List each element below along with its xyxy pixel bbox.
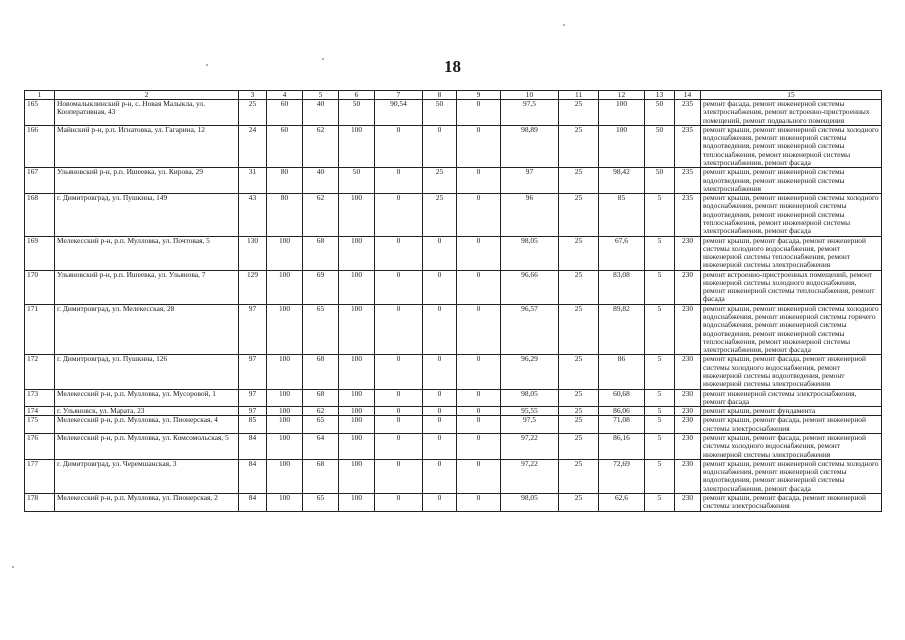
repair-priority-table (24, 90, 882, 512)
table-body (25, 100, 882, 512)
column-header: 8 (423, 91, 457, 100)
value-cell: 129 (239, 270, 267, 304)
value-cell: 5 (645, 389, 675, 407)
value-cell: 0 (457, 270, 501, 304)
row-number-cell: 178 (25, 493, 55, 511)
value-cell: 97,5 (501, 100, 559, 126)
row-number-cell: 177 (25, 459, 55, 493)
value-cell: 96,29 (501, 355, 559, 389)
table-row (25, 125, 882, 167)
value-cell: 84 (239, 493, 267, 511)
value-cell: 100 (339, 459, 375, 493)
works-cell: ремонт крыши, ремонт инженерной системы холодного водоснабжения, ремонт инженерной системы водоотведения, ремонт инженерной системы теплоснабжения, ремонт инженерной системы электроснабжения, ремонт фасада (701, 125, 882, 167)
address-cell: Ульяновский р-н, р.п. Ишеевка, ул. Кирова, 29 (55, 168, 239, 194)
value-cell: 100 (267, 355, 303, 389)
value-cell: 100 (339, 416, 375, 434)
value-cell: 5 (645, 459, 675, 493)
value-cell: 62 (303, 407, 339, 416)
row-number-cell: 168 (25, 194, 55, 236)
value-cell: 230 (675, 304, 701, 355)
page-number: 18 (444, 57, 461, 76)
value-cell: 50 (339, 100, 375, 126)
value-cell: 230 (675, 433, 701, 459)
value-cell: 90,54 (375, 100, 423, 126)
value-cell: 65 (303, 416, 339, 434)
column-header: 14 (675, 91, 701, 100)
value-cell: 5 (645, 236, 675, 270)
value-cell: 100 (267, 407, 303, 416)
column-header: 4 (267, 91, 303, 100)
table-row (25, 304, 882, 355)
column-header: 10 (501, 91, 559, 100)
value-cell: 0 (375, 407, 423, 416)
value-cell: 86,06 (599, 407, 645, 416)
value-cell: 25 (559, 304, 599, 355)
works-cell: ремонт крыши, ремонт фундамента (701, 407, 882, 416)
value-cell: 100 (599, 125, 645, 167)
row-number-cell: 165 (25, 100, 55, 126)
value-cell: 98,42 (599, 168, 645, 194)
table-row (25, 236, 882, 270)
value-cell: 0 (423, 433, 457, 459)
row-number-cell: 169 (25, 236, 55, 270)
value-cell: 31 (239, 168, 267, 194)
value-cell: 100 (267, 433, 303, 459)
value-cell: 235 (675, 125, 701, 167)
value-cell: 0 (375, 459, 423, 493)
table-row (25, 355, 882, 389)
row-number-cell: 166 (25, 125, 55, 167)
value-cell: 100 (339, 270, 375, 304)
value-cell: 0 (423, 416, 457, 434)
value-cell: 97 (501, 168, 559, 194)
value-cell: 25 (239, 100, 267, 126)
value-cell: 25 (559, 355, 599, 389)
row-number-cell: 170 (25, 270, 55, 304)
value-cell: 85 (599, 194, 645, 236)
works-cell: ремонт инженерной системы электроснабжения, ремонт фасада (701, 389, 882, 407)
table-row (25, 168, 882, 194)
value-cell: 0 (457, 194, 501, 236)
column-header: 3 (239, 91, 267, 100)
table-row (25, 270, 882, 304)
value-cell: 5 (645, 194, 675, 236)
address-cell: г. Ульяновск, ул. Марата, 23 (55, 407, 239, 416)
works-cell: ремонт крыши, ремонт фасада, ремонт инженерной системы холодного водоснабжения, ремонт инженерной системы теплоснабжения, ремонт инженерной системы электроснабжения (701, 236, 882, 270)
works-cell: ремонт крыши, ремонт фасада, ремонт инженерной системы холодного водоснабжения, ремонт инженерной системы водоотведения, ремонт инженерной системы электроснабжения (701, 355, 882, 389)
table-row (25, 433, 882, 459)
value-cell: 69 (303, 270, 339, 304)
value-cell: 50 (645, 168, 675, 194)
column-header: 15 (701, 91, 882, 100)
value-cell: 230 (675, 493, 701, 511)
value-cell: 0 (375, 194, 423, 236)
value-cell: 0 (457, 433, 501, 459)
works-cell: ремонт крыши, ремонт инженерной системы холодного водоснабжения, ремонт инженерной системы водоотведения, ремонт инженерной системы теплоснабжения, ремонт инженерной системы электроснабжения, ремонт фасада (701, 194, 882, 236)
column-header: 6 (339, 91, 375, 100)
value-cell: 0 (457, 236, 501, 270)
value-cell: 100 (267, 459, 303, 493)
address-cell: Мелекесский р-н, р.п. Мулловка, ул. Почтовая, 5 (55, 236, 239, 270)
value-cell: 100 (339, 194, 375, 236)
value-cell: 60 (267, 125, 303, 167)
value-cell: 100 (267, 270, 303, 304)
address-cell: Новомалыклинский р-н, с. Новая Малыкла, ул. Кооперативная, 43 (55, 100, 239, 126)
scan-speck (206, 64, 208, 66)
value-cell: 68 (303, 236, 339, 270)
value-cell: 84 (239, 459, 267, 493)
row-number-cell: 171 (25, 304, 55, 355)
value-cell: 65 (303, 304, 339, 355)
value-cell: 68 (303, 389, 339, 407)
value-cell: 25 (559, 270, 599, 304)
value-cell: 100 (267, 493, 303, 511)
value-cell: 5 (645, 416, 675, 434)
value-cell: 25 (559, 433, 599, 459)
value-cell: 68 (303, 459, 339, 493)
value-cell: 43 (239, 194, 267, 236)
value-cell: 100 (267, 416, 303, 434)
value-cell: 62 (303, 125, 339, 167)
value-cell: 100 (339, 355, 375, 389)
scan-speck (563, 24, 565, 26)
value-cell: 230 (675, 270, 701, 304)
scan-speck (322, 58, 324, 60)
value-cell: 100 (599, 100, 645, 126)
value-cell: 5 (645, 270, 675, 304)
column-header: 11 (559, 91, 599, 100)
works-cell: ремонт крыши, ремонт инженерной системы холодного водоснабжения, ремонт инженерной системы водоотведения, ремонт инженерной системы электроснабжения, ремонт фасада (701, 459, 882, 493)
value-cell: 100 (267, 389, 303, 407)
value-cell: 0 (457, 416, 501, 434)
address-cell: Ульяновский р-н, р.п. Ишеевка, ул. Ульянова, 7 (55, 270, 239, 304)
value-cell: 25 (559, 125, 599, 167)
value-cell: 80 (267, 168, 303, 194)
value-cell: 0 (375, 236, 423, 270)
value-cell: 65 (303, 493, 339, 511)
table-row (25, 194, 882, 236)
value-cell: 0 (375, 416, 423, 434)
value-cell: 97,22 (501, 433, 559, 459)
value-cell: 0 (375, 304, 423, 355)
value-cell: 100 (339, 125, 375, 167)
row-number-cell: 174 (25, 407, 55, 416)
works-cell: ремонт крыши, ремонт инженерной системы холодного водоснабжения, ремонт инженерной системы горячего водоснабжения, ремонт инженерной системы водоотведения, ремонт инженерной системы теплоснабжения, ремонт инженерной системы электроснабжения, ремонт фасада (701, 304, 882, 355)
value-cell: 24 (239, 125, 267, 167)
value-cell: 0 (423, 270, 457, 304)
address-cell: г. Димитровград, ул. Мелекесская, 28 (55, 304, 239, 355)
address-cell: Майнский р-н, р.п. Игнатовка, ул. Гагарина, 12 (55, 125, 239, 167)
value-cell: 0 (423, 407, 457, 416)
value-cell: 50 (645, 125, 675, 167)
value-cell: 5 (645, 355, 675, 389)
value-cell: 62,6 (599, 493, 645, 511)
value-cell: 0 (457, 389, 501, 407)
value-cell: 25 (559, 416, 599, 434)
value-cell: 98,05 (501, 236, 559, 270)
address-cell: Мелекесский р-н, р.п. Мулловка, ул. Пионерская, 2 (55, 493, 239, 511)
value-cell: 25 (559, 493, 599, 511)
value-cell: 25 (559, 168, 599, 194)
value-cell: 97,5 (501, 416, 559, 434)
value-cell: 25 (559, 389, 599, 407)
value-cell: 230 (675, 389, 701, 407)
value-cell: 100 (267, 304, 303, 355)
address-cell: г. Димитровград, ул. Пушкина, 149 (55, 194, 239, 236)
value-cell: 97 (239, 389, 267, 407)
value-cell: 60 (267, 100, 303, 126)
value-cell: 95,55 (501, 407, 559, 416)
value-cell: 100 (339, 493, 375, 511)
value-cell: 86 (599, 355, 645, 389)
column-header: 13 (645, 91, 675, 100)
value-cell: 230 (675, 407, 701, 416)
value-cell: 0 (423, 236, 457, 270)
scan-speck (12, 566, 14, 568)
value-cell: 84 (239, 433, 267, 459)
value-cell: 50 (339, 168, 375, 194)
value-cell: 0 (375, 168, 423, 194)
value-cell: 25 (423, 168, 457, 194)
value-cell: 60,68 (599, 389, 645, 407)
value-cell: 40 (303, 100, 339, 126)
table-row (25, 493, 882, 511)
value-cell: 97,22 (501, 459, 559, 493)
value-cell: 25 (559, 236, 599, 270)
value-cell: 0 (423, 459, 457, 493)
value-cell: 86,16 (599, 433, 645, 459)
value-cell: 96,57 (501, 304, 559, 355)
value-cell: 25 (559, 194, 599, 236)
address-cell: г. Димитровград, ул. Пушкина, 126 (55, 355, 239, 389)
value-cell: 5 (645, 433, 675, 459)
value-cell: 100 (339, 407, 375, 416)
value-cell: 0 (375, 493, 423, 511)
works-cell: ремонт крыши, ремонт фасада, ремонт инженерной системы холодного водоснабжения, ремонт инженерной системы электроснабжения (701, 433, 882, 459)
value-cell: 67,6 (599, 236, 645, 270)
row-number-cell: 173 (25, 389, 55, 407)
value-cell: 25 (559, 459, 599, 493)
value-cell: 100 (339, 236, 375, 270)
value-cell: 25 (423, 194, 457, 236)
address-cell: Мелекесский р-н, р.п. Мулловка, ул. Мусоровой, 1 (55, 389, 239, 407)
value-cell: 40 (303, 168, 339, 194)
works-cell: ремонт встроенно-пристроенных помещений, ремонт инженерной системы холодного водоснабжения, ремонт инженерной системы теплоснабжения, ремонт фасада (701, 270, 882, 304)
value-cell: 0 (457, 168, 501, 194)
works-cell: ремонт фасада, ремонт инженерной системы электроснабжения, ремонт встроенно-пристроенных помещений, ремонт подвального помещения (701, 100, 882, 126)
value-cell: 100 (339, 389, 375, 407)
value-cell: 100 (339, 304, 375, 355)
value-cell: 0 (457, 125, 501, 167)
table-row (25, 389, 882, 407)
table-row (25, 407, 882, 416)
value-cell: 62 (303, 194, 339, 236)
value-cell: 25 (559, 407, 599, 416)
column-header: 2 (55, 91, 239, 100)
value-cell: 5 (645, 493, 675, 511)
value-cell: 97 (239, 304, 267, 355)
table-row (25, 416, 882, 434)
value-cell: 25 (559, 100, 599, 126)
value-cell: 97 (239, 355, 267, 389)
row-number-cell: 176 (25, 433, 55, 459)
value-cell: 72,69 (599, 459, 645, 493)
value-cell: 0 (375, 433, 423, 459)
address-cell: Мелекесский р-н, р.п. Мулловка, ул. Пионерская, 4 (55, 416, 239, 434)
column-header: 1 (25, 91, 55, 100)
column-header: 9 (457, 91, 501, 100)
value-cell: 230 (675, 355, 701, 389)
value-cell: 0 (375, 389, 423, 407)
value-cell: 230 (675, 416, 701, 434)
works-cell: ремонт крыши, ремонт инженерной системы водоотведения, ремонт инженерной системы электроснабжения (701, 168, 882, 194)
row-number-cell: 172 (25, 355, 55, 389)
value-cell: 130 (239, 236, 267, 270)
header-row (25, 91, 882, 100)
value-cell: 85 (239, 416, 267, 434)
column-header: 7 (375, 91, 423, 100)
value-cell: 96,66 (501, 270, 559, 304)
value-cell: 83,08 (599, 270, 645, 304)
value-cell: 98,89 (501, 125, 559, 167)
address-cell: г. Димитровград, ул. Черемшанская, 3 (55, 459, 239, 493)
value-cell: 100 (339, 433, 375, 459)
value-cell: 0 (457, 493, 501, 511)
value-cell: 0 (457, 100, 501, 126)
value-cell: 80 (267, 194, 303, 236)
value-cell: 0 (423, 304, 457, 355)
value-cell: 0 (457, 304, 501, 355)
value-cell: 0 (423, 355, 457, 389)
value-cell: 235 (675, 100, 701, 126)
value-cell: 0 (457, 407, 501, 416)
value-cell: 0 (375, 355, 423, 389)
value-cell: 5 (645, 304, 675, 355)
value-cell: 68 (303, 355, 339, 389)
value-cell: 97 (239, 407, 267, 416)
row-number-cell: 167 (25, 168, 55, 194)
table-row (25, 100, 882, 126)
value-cell: 0 (423, 389, 457, 407)
value-cell: 230 (675, 459, 701, 493)
value-cell: 0 (375, 270, 423, 304)
column-header: 5 (303, 91, 339, 100)
works-cell: ремонт крыши, ремонт фасада, ремонт инженерной системы электроснабжения (701, 416, 882, 434)
value-cell: 0 (457, 355, 501, 389)
value-cell: 96 (501, 194, 559, 236)
value-cell: 50 (423, 100, 457, 126)
value-cell: 5 (645, 407, 675, 416)
works-cell: ремонт крыши, ремонт фасада, ремонт инженерной системы электроснабжения (701, 493, 882, 511)
value-cell: 98,05 (501, 493, 559, 511)
value-cell: 50 (645, 100, 675, 126)
address-cell: Мелекесский р-н, р.п. Мулловка, ул. Комсомольская, 5 (55, 433, 239, 459)
value-cell: 235 (675, 194, 701, 236)
value-cell: 0 (457, 459, 501, 493)
value-cell: 0 (375, 125, 423, 167)
value-cell: 100 (267, 236, 303, 270)
value-cell: 64 (303, 433, 339, 459)
value-cell: 98,05 (501, 389, 559, 407)
row-number-cell: 175 (25, 416, 55, 434)
value-cell: 230 (675, 236, 701, 270)
value-cell: 71,08 (599, 416, 645, 434)
table-row (25, 459, 882, 493)
value-cell: 89,82 (599, 304, 645, 355)
value-cell: 235 (675, 168, 701, 194)
value-cell: 0 (423, 493, 457, 511)
column-header: 12 (599, 91, 645, 100)
value-cell: 0 (423, 125, 457, 167)
